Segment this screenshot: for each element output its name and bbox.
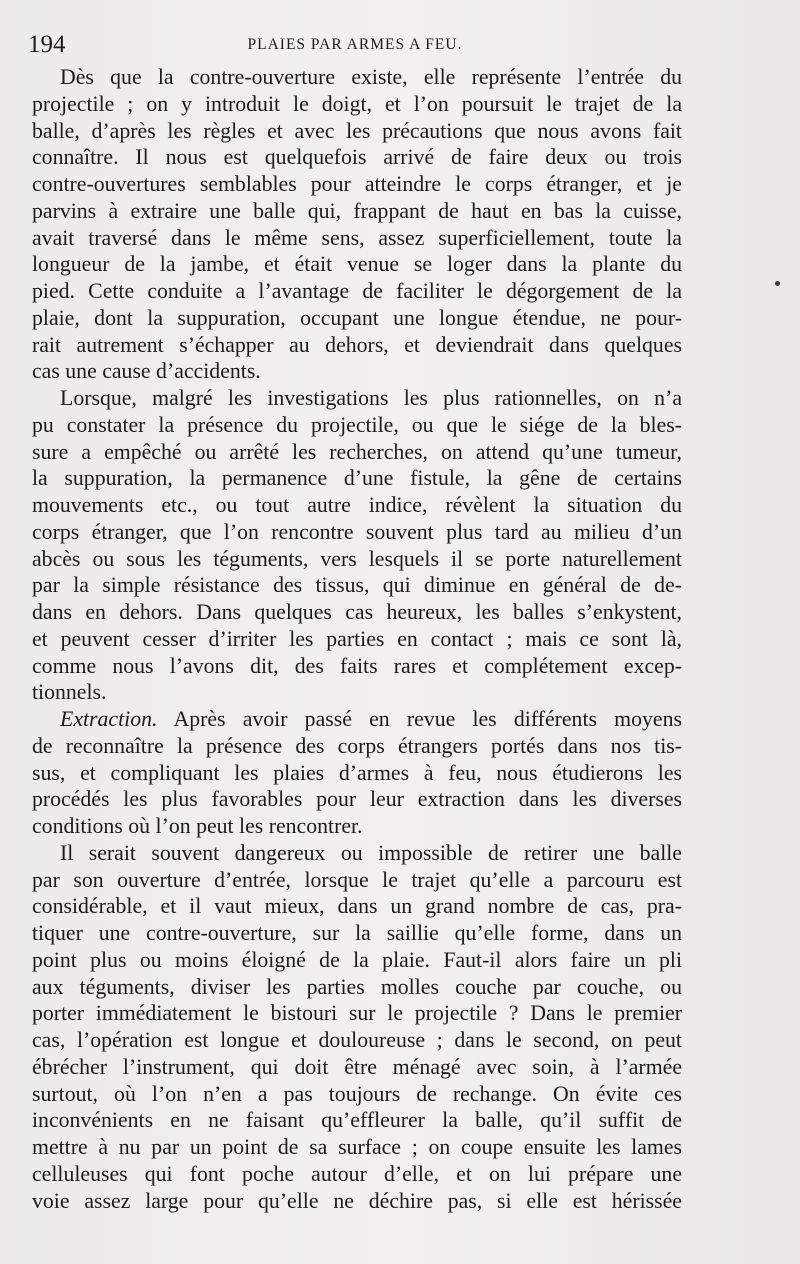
text-line: sus, et compliquant les plaies d’armes à feu, nous étudierons les [32,760,682,785]
text-run: Après avoir passé en revue les différents moyens [157,707,682,731]
text-line: cas, l’opération est longue et douloureuse ; dans le second, on peut [32,1028,682,1052]
text-line: par la simple résistance des tissus, qui diminue en général de de- [32,573,682,598]
text-line: dans en dehors. Dans quelques cas heureux, les balles s’enkystent, [32,600,682,624]
text-line: pied. Cette conduite a l’avantage de faciliter le dégorgement de la [32,279,682,303]
paragraph-2 [32,385,682,706]
text-line: inconvénients en ne faisant qu’effleurer la balle, qu’il suffit de [32,1108,682,1133]
text-line: de reconnaître la présence des corps étrangers portés dans nos tis- [32,733,682,758]
text-line: plaie, dont la suppuration, occupant une longue étendue, ne pour- [32,305,682,330]
text-line: pu constater la présence du projectile, ou que le siége de la bles- [32,412,682,437]
text-line: comme nous l’avons dit, des faits rares et complétement excep- [32,653,682,678]
body-text [32,64,682,1214]
text-line: parvins à extraire une balle qui, frappant de haut en bas la cuisse, [32,198,682,223]
section-heading-extraction: Extraction. [60,707,158,731]
text-line: tionnels. [32,680,107,705]
paragraph-3 [32,706,682,840]
text-line: point plus ou moins éloigné de la plaie. Faut-il alors faire un pli [32,947,682,972]
text-line: Il serait souvent dangereux ou impossible de retirer une balle [60,840,682,865]
text-line: procédés les plus favorables pour leur extraction dans les diverses [32,787,682,812]
text-line: connaître. Il nous est quelquefois arrivé de faire deux ou trois [32,145,682,170]
text-line: sure a empêché ou arrêté les recherches, on attend qu’une tumeur, [32,439,682,464]
text-line: cas une cause d’accidents. [32,359,261,384]
text-line: avait traversé dans le même sens, assez superficiellement, toute la [32,225,682,250]
page-number: 194 [28,31,66,58]
ink-speck [775,281,780,286]
text-line: surtout, où l’on n’en a pas toujours de rechange. On évite ces [32,1081,682,1106]
text-line: conditions où l’on peut les rencontrer. [32,814,363,838]
text-line: ébrécher l’instrument, qui doit être ménagé avec soin, à l’armée [32,1054,682,1079]
text-line [32,706,682,733]
text-line: balle, d’après les règles et avec les précautions que nous avons fait [32,118,682,143]
text-line: abcès ou sous les téguments, vers lesquels il se porte naturellement [32,546,682,571]
text-line: longueur de la jambe, et était venue se loger dans la plante du [32,252,682,277]
text-line: rait autrement s’échapper au dehors, et deviendrait dans quelques [32,332,682,357]
text-line: mouvements etc., ou tout autre indice, révèlent la situation du [32,493,682,517]
text-line: contre-ouvertures semblables pour atteindre le corps étranger, et je [32,172,682,196]
running-title: PLAIES PAR ARMES A FEU. [247,36,463,53]
text-line: tiquer une contre-ouverture, sur la saillie qu’elle forme, dans un [32,921,682,945]
text-line: Dès que la contre-ouverture existe, elle représente l’entrée du [60,65,682,89]
text-line: corps étranger, que l’on rencontre souvent plus tard au milieu d’un [32,519,682,544]
text-line: celluleuses qui font poche autour d’elle, et on lui prépare une [32,1161,682,1186]
text-line: Lorsque, malgré les investigations les plus rationnelles, on n’a [60,386,682,410]
page-header [28,30,682,60]
text-line: la suppuration, la permanence d’une fistule, la gêne de certains [32,466,682,491]
text-line: porter immédiatement le bistouri sur le projectile ? Dans le premier [32,1001,682,1026]
text-line: voie assez large pour qu’elle ne déchire pas, si elle est hérissée [32,1188,682,1213]
text-line: considérable, et il vaut mieux, dans un grand nombre de cas, pra- [32,894,682,919]
paragraph-1 [32,64,682,385]
text-line: aux téguments, diviser les parties molles couche par couche, ou [32,974,682,999]
paragraph-4 [32,840,682,1215]
text-line: par son ouverture d’entrée, lorsque le trajet qu’elle a parcouru est [32,867,682,892]
text-line: projectile ; on y introduit le doigt, et l’on poursuit le trajet de la [32,91,682,116]
text-line: mettre à nu par un point de sa surface ; on coupe ensuite les lames [32,1135,682,1159]
text-line: et peuvent cesser d’irriter les parties en contact ; mais ce sont là, [32,626,682,651]
